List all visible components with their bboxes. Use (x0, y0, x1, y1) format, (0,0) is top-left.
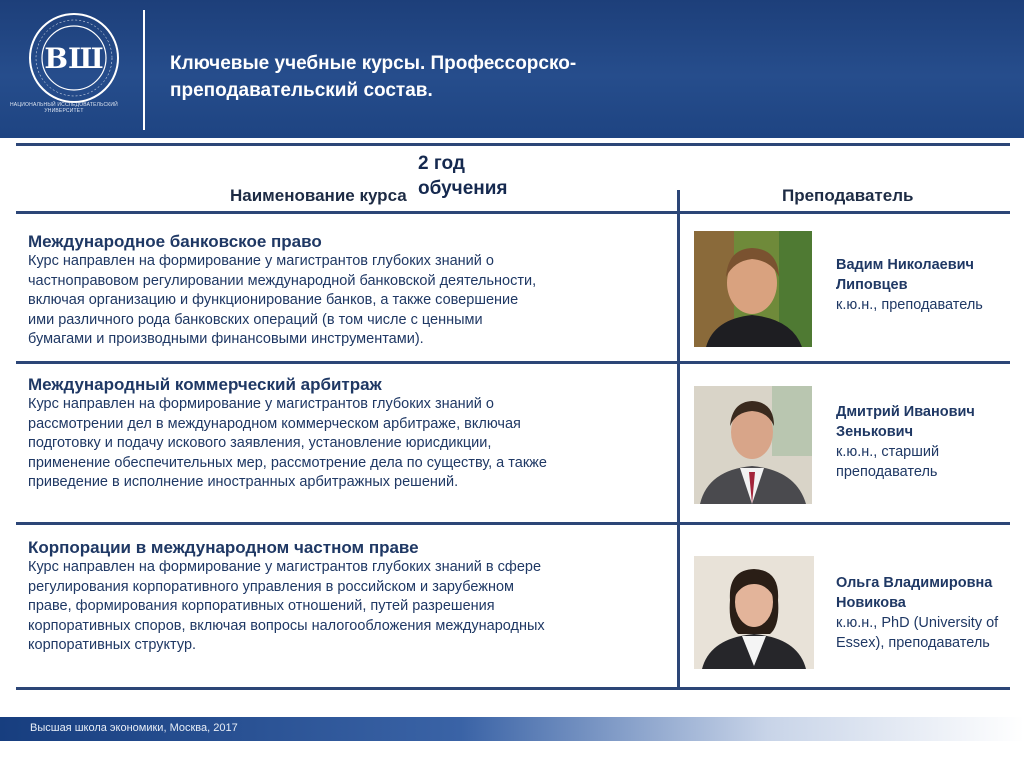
course-description: Курс направлен на формирование у магистрантов глубоких знаний в сфере регулирования корпоративного управления в российском и зарубежном праве, формирования корпоративных отношений, путей разрешения корпоративных споров, включая вопросы налогообложения международных корпоративных структур. (28, 559, 545, 653)
course-row-1 (28, 231, 658, 350)
teacher-photo-1 (694, 231, 812, 347)
footer-text: Высшая школа экономики, Москва, 2017 (30, 722, 238, 734)
row-rule-1 (16, 361, 1010, 364)
teacher-photo-2 (694, 386, 812, 504)
year-label: 2 год обучения (418, 153, 508, 199)
bottom-rule (16, 687, 1010, 690)
column-header-course: Наименование курса (230, 186, 407, 205)
teacher-name: Вадим Николаевич Липовцев (836, 257, 974, 293)
page-title: Ключевые учебные курсы. Профессорско- преподавательский состав. (170, 53, 577, 101)
column-header-teacher: Преподаватель (782, 186, 914, 205)
teacher-name: Ольга Владимировна Новикова (836, 575, 993, 611)
logo-caption: НАЦИОНАЛЬНЫЙ ИССЛЕДОВАТЕЛЬСКИЙ УНИВЕРСИТЕТ (10, 102, 118, 114)
top-rule (16, 143, 1010, 146)
course-description: Курс направлен на формирование у магистрантов глубоких знаний о рассмотрении дел в международном коммерческом арбитраже, включая подготовку и подачу искового заявления, установление юрисдикции, применение обеспечительных мер, рассмотрение дела по существу, а также приведение в исполнение иностранных арбитражных решений. (28, 396, 547, 490)
svg-text:ВШ: ВШ (44, 42, 104, 75)
course-title: Корпорации в международном частном праве (28, 538, 419, 557)
teacher-degree: к.ю.н., старший преподаватель (836, 444, 940, 480)
course-description: Курс направлен на формирование у магистрантов глубоких знаний о частноправовом регулировании международной банковской деятельности, включая организацию и функционирование банков, а также совершение ими различного рода банковских операций (в том числе с ценными бумагами и производными финансовыми инструментами). (28, 253, 537, 347)
course-title: Международное банковское право (28, 232, 322, 251)
column-divider (677, 190, 680, 690)
slide-footer (0, 717, 1024, 741)
row-rule-2 (16, 522, 1010, 525)
header-rule (16, 211, 1010, 214)
teacher-info-3 (836, 573, 1024, 653)
teacher-degree: к.ю.н., преподаватель (836, 297, 983, 313)
teacher-info-1 (836, 255, 1024, 315)
slide-header (0, 0, 1024, 138)
course-title: Международный коммерческий арбитраж (28, 375, 382, 394)
teacher-name: Дмитрий Иванович Зенькович (836, 404, 975, 440)
teacher-info-2 (836, 402, 1024, 482)
header-divider (143, 10, 145, 130)
teacher-photo-3 (694, 556, 814, 669)
course-row-3 (28, 537, 658, 656)
course-row-2 (28, 374, 658, 493)
teacher-degree: к.ю.н., PhD (University of Essex), преподаватель (836, 615, 999, 651)
